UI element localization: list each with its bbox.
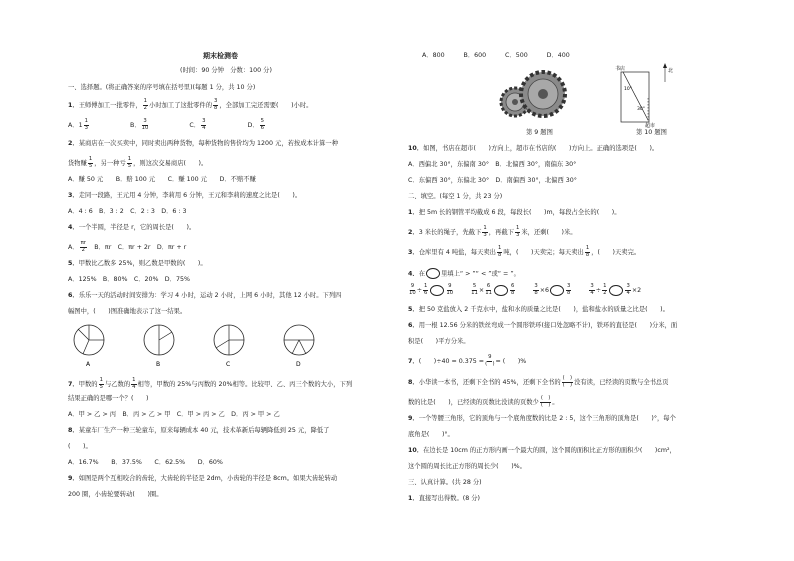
fill-1: 1．把 5m 长的钢管平均截成 6 段，每段长( )m，每段占全长的( )。 bbox=[408, 209, 621, 216]
page-title: 期末检测卷 bbox=[203, 52, 238, 60]
question-8: 8．某童车厂生产一种三轮童车，原来每辆成本 40 元，技术革新后每辆降低到 25 元，降低了 bbox=[68, 427, 330, 434]
calc-1: 1．直接写出得数。(8 分) bbox=[408, 495, 480, 502]
question-2-line-2: 货物赚 $\frac{1}{5}$ ，另一种亏 $\frac{1}{5}$ ，则这次交易商店( )。 bbox=[68, 156, 208, 169]
question-6-line-2: 幅图中，( )图准确地表示了这一结果。 bbox=[68, 308, 187, 315]
fill-6: 6．用一根 12.56 分米的铁丝弯成一个圆形铁环(接口处忽略不计)，铁环的直径是( )分米，面 bbox=[408, 322, 678, 329]
question-2: 2．某商店在一次买卖中，同时卖出两种货物，每种货物的售价均为 1200 元，若按成本计算一种 bbox=[68, 140, 338, 147]
question-8-options: A．16.7% B．37.5% C．62.5% D．60% bbox=[68, 459, 223, 466]
question-3-options: A．4 : 6 B．3 : 2 C．2 : 3 D．6 : 3 bbox=[68, 208, 187, 215]
fill-9: 9．一个等腰三角形，它的顶角与一个底角度数的比是 2 : 5，这个三角形的顶角是( )°，每个 bbox=[408, 415, 676, 422]
gears-figure bbox=[493, 66, 573, 126]
question-10-options-2: C．东偏西 30°，东偏北 30° D．南偏西 30°，北偏西 30° bbox=[408, 177, 577, 184]
section-2-header: 二、填空。(每空 1 分，共 23 分) bbox=[408, 193, 503, 200]
section-1-header: 一、选择题。(将正确答案的序号填在括号里)(每题 1 分，共 10 分) bbox=[68, 84, 256, 91]
fill-4-comparisons: $\frac{9}{10}$ ÷ $\frac{1}{6}$ $\frac{9}{10}$ $\frac{5}{11}$ × $\frac{6}{11}$ $\frac{6}{8}$ $\frac{3}{8}$ ×6 $\frac{3}{8}$ $\frac{3}{4}$ ÷ $\frac{1}{2}$ $\frac{3}{4}$ ×2 bbox=[409, 283, 642, 296]
angle-label: 10° bbox=[624, 87, 632, 92]
large-gear-icon bbox=[521, 72, 565, 116]
section-3-header: 三、认真计算。(共 28 分) bbox=[408, 479, 482, 486]
compare-circle-icon[interactable] bbox=[609, 285, 623, 296]
pie-label: D bbox=[296, 361, 301, 368]
question-1-options: A．1 $\frac{1}{3}$ B． $\frac{3}{10}$ C． $\frac{3}{4}$ D． $\frac{5}{6}$ bbox=[68, 118, 265, 131]
fill-8: 8．小华读一本书，还剩下全书的 45%，还剩下全书的 ( ) ( ) 没有读，已经读的页数与全书总页 bbox=[408, 375, 669, 388]
question-3: 3．走同一段路，王元用 4 分钟，李莉用 6 分钟，王元和李莉的速度之比是( )。 bbox=[68, 192, 302, 199]
pie-label: A bbox=[86, 361, 91, 368]
question-5-options: A．125% B．80% C．20% D．75% bbox=[68, 276, 190, 283]
fill-4: 4．在 里填上“ > ”“ < ”或“ = ”。 bbox=[408, 268, 520, 279]
fill-2: 2．3 米长的绳子，先截下 $\frac{1}{3}$ ，再截下 $\frac{1}{3}$ 米，还剩( )米。 bbox=[408, 225, 577, 238]
pie-label: B bbox=[156, 361, 161, 368]
figure-9-caption: 第 9 题图 bbox=[526, 129, 553, 136]
north-label: 北 bbox=[668, 68, 673, 74]
question-9-line-2: 200 圈，小齿轮要转动( )圈。 bbox=[68, 491, 163, 498]
pie-label: C bbox=[226, 361, 231, 368]
question-7: 7．甲数的 $\frac{1}{5}$ 与乙数的 $\frac{1}{4}$ 相等，甲数的 25%与丙数的 20%相等。比较甲、乙、丙三个数的大小，下列 bbox=[68, 377, 353, 390]
question-9: 9．如图是两个互相咬合的齿轮，大齿轮的半径是 2dm，小齿轮的半径是 8cm。如果大齿轮转动 bbox=[68, 475, 338, 482]
question-4: 4．一个半圆，半径是 r，它的周长是( )。 bbox=[68, 224, 196, 231]
fill-9-line-2: 底角是( )°。 bbox=[408, 431, 454, 438]
question-2-options: A．赚 50 元 B．赔 100 元 C．赚 100 元 D．不赔不赚 bbox=[68, 176, 256, 183]
compare-circle-icon bbox=[426, 268, 440, 279]
fill-5: 5．把 50 克盐放入 2 千克水中，盐和水的质量之比是( )，盐和盐水的质量之比是( )。 bbox=[408, 306, 669, 313]
fill-3: 3．仓库里有 4 吨盐，每天卖出 $\frac{1}{8}$ 吨，( )天卖完；每天卖出 $\frac{1}{8}$ ，( )天卖完。 bbox=[408, 245, 641, 258]
compare-circle-icon[interactable] bbox=[550, 285, 564, 296]
question-5: 5．甲数比乙数多 25%，则乙数是甲数的( )。 bbox=[68, 260, 207, 267]
question-7-line-2: 结果正确的是哪一个？( ) bbox=[68, 395, 149, 402]
question-10: 10．如图，书店在超市( )方向上，超市在书店的( )方向上。正确的选项是( )。 bbox=[408, 145, 659, 152]
label-shop: 书店 bbox=[615, 66, 626, 72]
label-market: 超市 bbox=[645, 123, 656, 128]
pie-chart-c bbox=[214, 325, 244, 368]
fill-10: 10．在边长是 10cm 的正方形内画一个最大的圆，这个圆的面积比正方形的面积少( )cm²， bbox=[408, 447, 676, 454]
fill-7: 7．( )÷40 = 0.375 = 9 ( ) = ( )% bbox=[408, 354, 527, 367]
fill-10-line-2: 这个圆的周长比正方形的周长少( )%。 bbox=[408, 463, 526, 470]
question-1: 1．王师傅加工一批零件， $\frac{1}{2}$ 小时加工了这批零件的 $\frac{3}{8}$ ，全部加工完还需要( )小时。 bbox=[68, 98, 313, 111]
fill-8-line-2: 数的比是( )，已经读的页数比没读的页数少 ( ) ( ) 。 bbox=[408, 395, 559, 408]
angle-label: 30° bbox=[637, 107, 645, 112]
fraction: $\frac{3}{8}$ bbox=[214, 98, 218, 111]
question-4-options: A． $\frac{\pi r}{2}$ B．πr C．πr + 2r D．πr + r bbox=[68, 240, 187, 253]
question-10-options-1: A．西偏北 30°，东偏南 30° B．北偏西 30°，南偏东 30° bbox=[408, 161, 577, 168]
question-9-options: A．800 B．600 C．500 D．400 bbox=[422, 52, 570, 59]
question-8-line-2: ( )。 bbox=[68, 443, 92, 450]
page-subtitle: (时间：90 分钟 分数：100 分) bbox=[180, 67, 272, 74]
pie-chart-b bbox=[144, 325, 174, 368]
figure-10-caption: 第 10 题图 bbox=[636, 129, 667, 136]
pie-charts-figure bbox=[73, 320, 333, 372]
fraction: $\frac{1}{2}$ bbox=[143, 98, 148, 111]
compare-circle-icon[interactable] bbox=[494, 285, 508, 296]
fill-6-line-2: 积是( )平方分米。 bbox=[408, 338, 470, 345]
question-7-options: A．甲 > 乙 > 丙 B．丙 > 乙 > 甲 C．甲 > 丙 > 乙 D．丙 > 甲 > 乙 bbox=[68, 411, 280, 418]
question-6: 6．乐乐一天的活动时间安排为：学习 4 小时，运动 2 小时，上网 6 小时，其他 12 小时。下列四 bbox=[68, 292, 342, 299]
pie-chart-a bbox=[74, 325, 104, 368]
pie-chart-d bbox=[284, 325, 314, 368]
compare-circle-icon[interactable] bbox=[430, 285, 444, 296]
direction-figure bbox=[613, 62, 673, 128]
